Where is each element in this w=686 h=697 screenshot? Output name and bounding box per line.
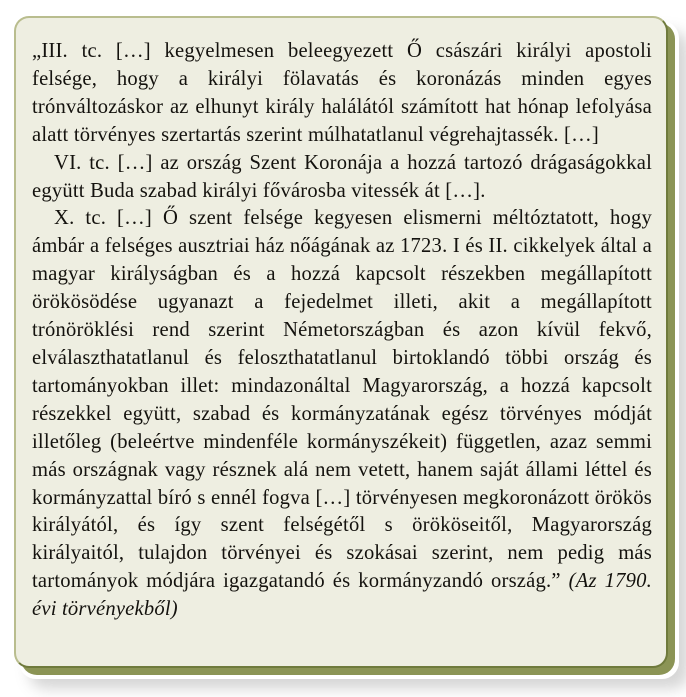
paragraph-article-10	[32, 205, 652, 624]
paragraph-article-10-body: X. tc. […] Ő szent felsége kegyesen elismerni méltóztatott, hogy ámbár a felséges ausztriai ház nőágának az 1723. I és II. cikkelyek által a magyar királyságban és a hozzá kapcsolt részekben megállapított örökösödése ugyanazt a fejedelmet illeti, akit a megállapított trónöröklési rend szerint Németországban és azon kívül fekvő, elválaszthatatlanul és feloszthatatlanul birtoklandó többi ország és tartományokban illet: mindazonáltal Magyarország, a hozzá kapcsolt részekkel együtt, szabad és kormányzatának egész törvényes módját illetőleg (beleértve mindenféle kormányszékeit) független, azaz semmi más országnak vagy résznek alá nem vetett, hanem saját állami léttel és kormányzattal bíró s ennél fogva […] törvényesen megkoronázott örökös királyától, és így szent felségétől s örököseitől, Magyarország királyaitól, tulajdon törvényei és szokásai szerint, nem pedig más tartományok módjára igazgatandó és kormányzandó ország.”	[32, 207, 652, 593]
source-attribution: (Az 1790. évi törvényekből)	[32, 570, 652, 621]
paragraph-article-6: VI. tc. […] az ország Szent Koronája a hozzá tartozó drágaságokkal együtt Buda szabad királyi fővárosba vitessék át […].	[32, 151, 652, 202]
source-excerpt-content	[16, 18, 666, 638]
paragraph-article-3: „III. tc. […] kegyelmesen beleegyezett Ő császári királyi apostoli felsége, hogy a királyi fölavatás és koronázás minden egyes trónváltozáskor az elhunyt király halálától számított hat hónap lefolyása alatt törvényes szertartás szerint múlhatatlanul végrehajtassék. […]	[32, 40, 652, 146]
source-excerpt-box	[14, 16, 668, 668]
